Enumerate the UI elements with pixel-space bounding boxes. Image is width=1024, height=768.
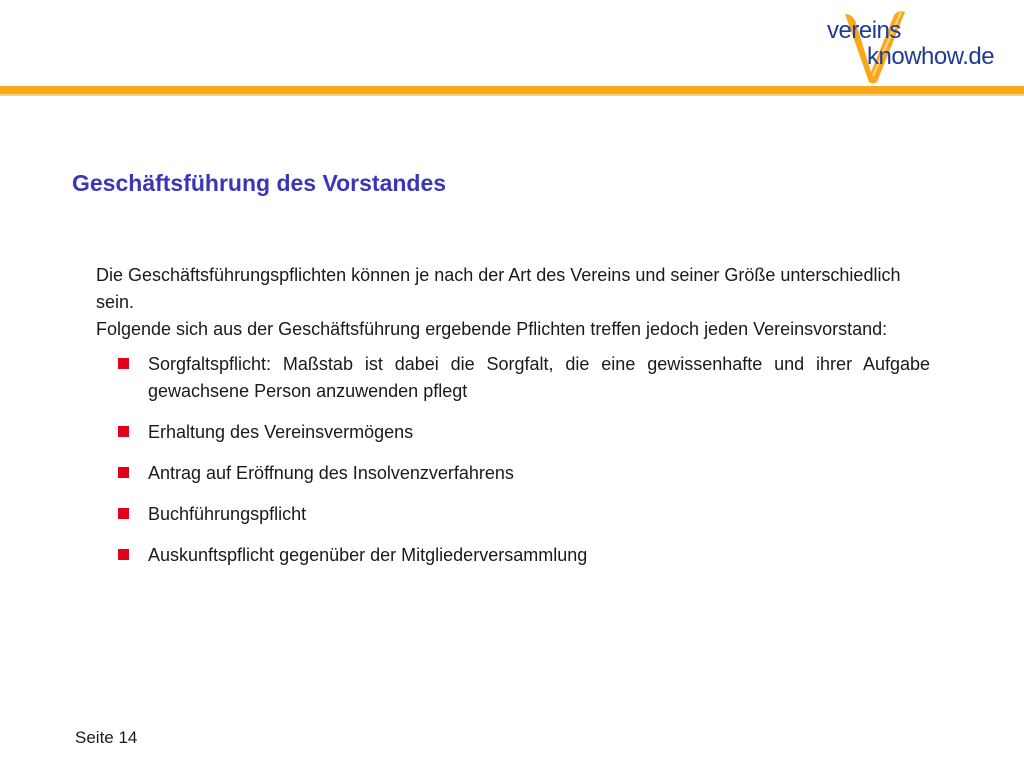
logo-text-vereins: vereins (827, 17, 901, 44)
duties-list (96, 351, 930, 569)
list-item (96, 351, 930, 405)
intro-paragraph-2: Folgende sich aus der Geschäftsführung ergebende Pflichten treffen jedoch jeden Vereinsvorstand: (96, 319, 888, 339)
square-bullet-icon (118, 426, 129, 437)
square-bullet-icon (118, 508, 129, 519)
slide-title: Geschäftsführung des Vorstandes (72, 170, 447, 196)
list-item-text: Auskunftspflicht gegenüber der Mitgliederversammlung (148, 545, 588, 565)
header-bar-shadow (0, 94, 1024, 96)
square-bullet-icon (118, 549, 129, 560)
page-number: Seite 14 (75, 728, 138, 747)
list-item-text: Erhaltung des Vereinsvermögens (148, 422, 414, 442)
logo-text-knowhow: knowhow.de (867, 43, 995, 70)
list-item (96, 501, 930, 528)
list-item (96, 419, 930, 446)
list-item-text: Antrag auf Eröffnung des Insolvenzverfahrens (148, 463, 514, 483)
vereinsknowhow-logo (815, 6, 1015, 84)
intro-paragraph-1: Die Geschäftsführungspflichten können je nach der Art des Vereins und seiner Größe unterschiedlich sein. (96, 265, 901, 312)
list-item-text: Sorgfaltspflicht: Maßstab ist dabei die Sorgfalt, die eine gewissenhafte und ihrer Aufgabe gewachsene Person anzuwenden pflegt (148, 354, 930, 401)
list-item (96, 460, 930, 487)
header-bar (0, 86, 1024, 94)
square-bullet-icon (118, 467, 129, 478)
list-item (96, 542, 930, 569)
list-item-text: Buchführungspflicht (148, 504, 307, 524)
square-bullet-icon (118, 358, 129, 369)
slide-body (96, 262, 930, 583)
